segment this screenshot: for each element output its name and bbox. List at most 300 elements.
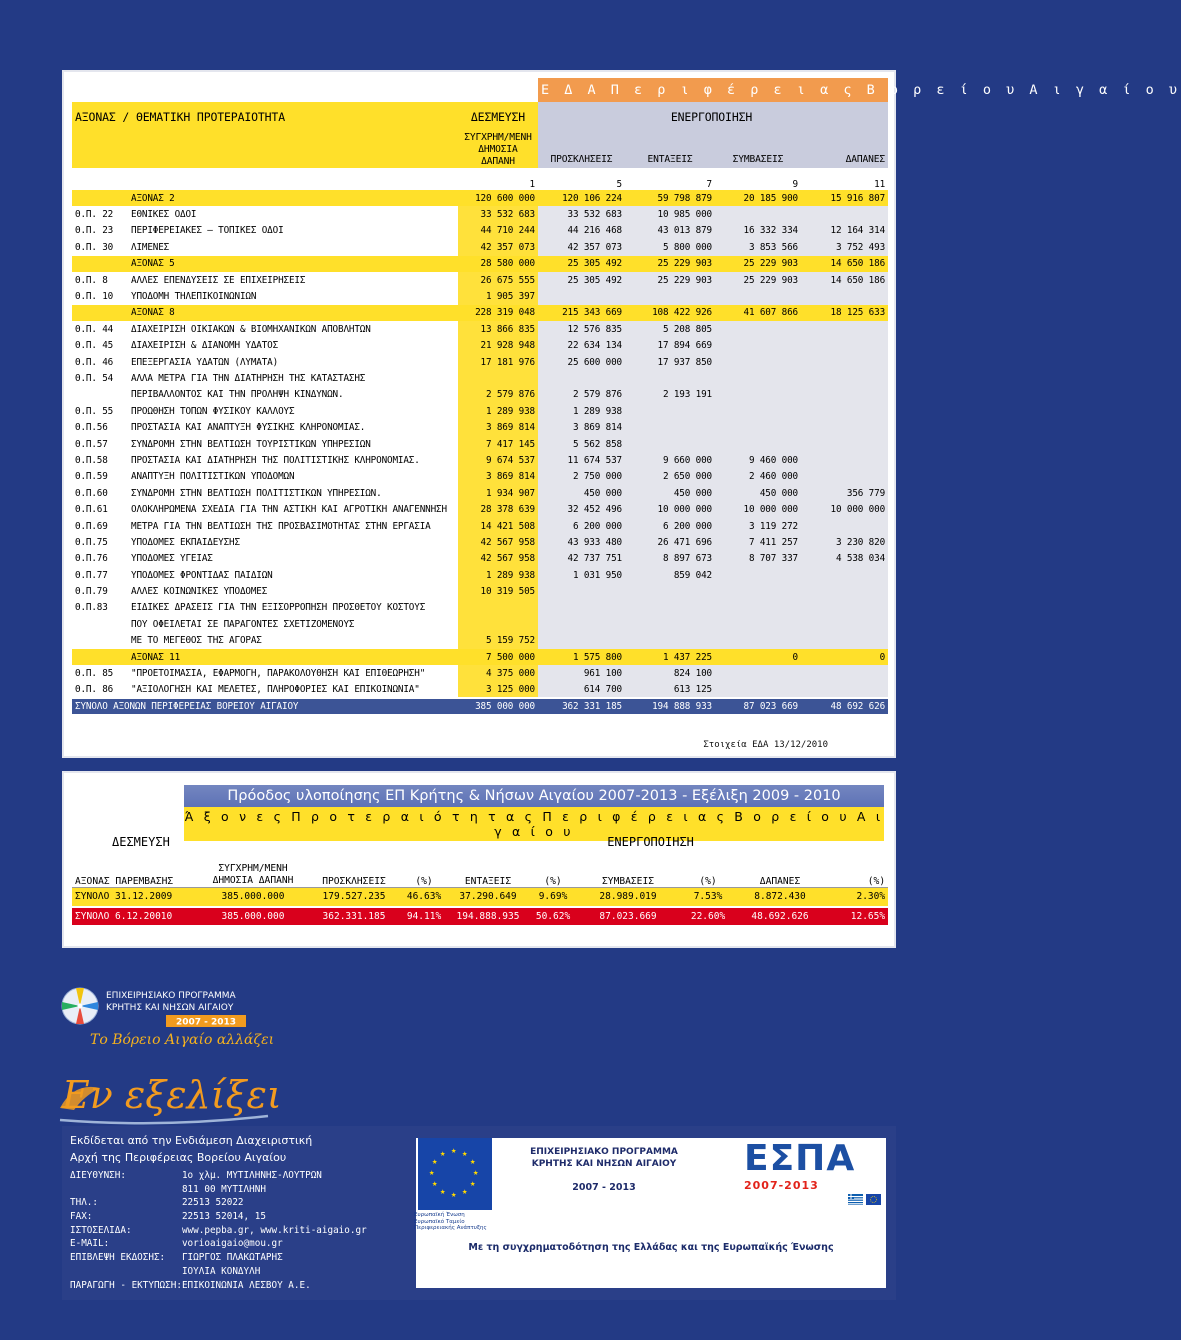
row-code: Θ.Π.60 [75, 487, 108, 499]
cell: 10 985 000 [625, 206, 715, 222]
table-row [72, 501, 888, 517]
cell: 2 650 000 [625, 469, 715, 485]
col-calls: ΠΡΟΣΚΛΗΣΕΙΣ [322, 875, 386, 887]
cell [625, 370, 715, 386]
row-code: Θ.Π. 45 [75, 340, 114, 352]
column-index: 1 [529, 179, 535, 190]
contact-key: E-MAIL: [70, 1238, 110, 1250]
footer [62, 1126, 896, 1300]
cell: 13 866 835 [458, 321, 538, 337]
cell: 1 575 800 [538, 649, 625, 665]
cell: 8 707 337 [715, 551, 801, 567]
cell: 17 937 850 [625, 354, 715, 370]
cell: 3 125 000 [458, 682, 538, 698]
row-code: Θ.Π.59 [75, 471, 108, 483]
cell: 59 798 879 [625, 190, 715, 206]
table-row [72, 665, 888, 681]
row-code: Θ.Π.56 [75, 422, 108, 434]
cell: 25 600 000 [538, 354, 625, 370]
axis-row [72, 649, 888, 665]
contact-row [70, 1238, 367, 1252]
cell: 43 013 879 [625, 223, 715, 239]
activation-label: ΕΝΕΡΓΟΠΟΙΗΣΗ [607, 835, 694, 849]
cell: 4 538 034 [801, 551, 888, 567]
row-label: ΟΛΟΚΛΗΡΩΜΕΝΑ ΣΧΕΔΙΑ ΓΙΑ ΤΗΝ ΑΣΤΙΚΗ ΚΑΙ ΑΓΡΟΤΙΚΗ ΑΝΑΓΕΝΝΗΣΗ [131, 504, 447, 516]
windmill-icon [62, 988, 98, 1024]
program-years: 2007 - 2013 [572, 1182, 636, 1193]
cell [801, 567, 888, 583]
row-code [72, 633, 128, 649]
col-public-expense: ΣΥΓΧΡΗΜ/ΜΕΝΗ ΔΗΜΟΣΙΑ ΔΑΠΑΝΗ [212, 862, 294, 886]
row-label: ΑΛΛΕΣ ΕΠΕΝΔΥΣΕΙΣ ΣΕ ΕΠΙΧΕΙΡΗΣΕΙΣ [131, 274, 306, 286]
col-axis: ΑΞΟΝΑΣ ΠΑΡΕΜΒΑΣΗΣ [75, 875, 174, 887]
cell: 385.000.000 [200, 907, 306, 925]
cell: 9 460 000 [715, 452, 801, 468]
cell [715, 387, 801, 403]
total-row [72, 698, 888, 714]
cell: 42 737 751 [538, 551, 625, 567]
contact-row [70, 1280, 367, 1294]
table-row [72, 239, 888, 255]
row-code: Θ.Π. 44 [75, 323, 114, 335]
col-inclusions: ΕΝΤΑΞΕΙΣ [464, 875, 512, 887]
cell [538, 633, 625, 649]
program-line2: ΚΡΗΤΗΣ ΚΑΙ ΝΗΣΩΝ ΑΙΓΑΙΟΥ [106, 1003, 234, 1013]
cell [625, 583, 715, 599]
table-row [72, 370, 888, 386]
contact-value: ΙΟΥΛΙΑ ΚΟΝΔΥΛΗ [181, 1265, 261, 1277]
row-label: ΕΠΕΞΕΡΓΑΣΙΑ ΥΔΑΤΩΝ (ΛΥΜΑΤΑ) [131, 356, 279, 368]
axis-row [72, 190, 888, 206]
row-code [72, 649, 128, 665]
row-label: ΣΥΝΟΛΟ 6.12.20010 [72, 907, 200, 925]
axis-row [72, 256, 888, 272]
table-row [72, 223, 888, 239]
cell: 5 208 805 [625, 321, 715, 337]
eda-title: Ε Δ Α Π ε ρ ι φ έ ρ ε ι α ς Β ο ρ ε ί ο υ Α ι γ α ί ο υ [538, 78, 888, 102]
cell [715, 665, 801, 681]
progress-title: Πρόοδος υλοποίησης ΕΠ Κρήτης & Νήσων Αιγαίου 2007-2013 - Εξέλιξη 2009 - 2010 [184, 785, 884, 807]
cell: 0 [801, 649, 888, 665]
row-label: ΑΞΟΝΑΣ 8 [128, 305, 458, 321]
program-text: ΕΠΙΧΕΙΡΗΣΙΑΚΟ ΠΡΟΓΡΑΜΜΑ ΚΡΗΤΗΣ ΚΑΙ ΝΗΣΩΝ ΑΙΓΑΙΟΥ [530, 1147, 678, 1169]
cell [538, 583, 625, 599]
row-code: Θ.Π. 8 [75, 274, 108, 286]
cell [801, 387, 888, 403]
cell: 32 452 496 [538, 501, 625, 517]
row-code: Θ.Π. 46 [75, 356, 114, 368]
contact-key: FAX: [70, 1211, 93, 1223]
row-code [72, 305, 128, 321]
table-row [72, 321, 888, 337]
cell: 18 125 633 [801, 305, 888, 321]
cell: 228 319 048 [458, 305, 538, 321]
cell: 17 894 669 [625, 338, 715, 354]
table-row [72, 551, 888, 567]
cell: 8 897 673 [625, 551, 715, 567]
contact-row [70, 1252, 367, 1266]
row-label: ΜΕ ΤΟ ΜΕΓΕΘΟΣ ΤΗΣ ΑΓΟΡΑΣ [131, 635, 262, 647]
row-code: Θ.Π.76 [75, 553, 108, 565]
cell: 120 106 224 [538, 190, 625, 206]
star-icon: ★ [470, 1179, 476, 1189]
cell [715, 436, 801, 452]
cell [625, 600, 715, 616]
col-pct: (%) [415, 875, 433, 887]
flags-icon [848, 1194, 882, 1206]
row-label: ΑΞΟΝΑΣ 5 [128, 256, 458, 272]
cell: 3 869 814 [538, 419, 625, 435]
cell: 1 934 907 [458, 485, 538, 501]
cell [625, 403, 715, 419]
row-label: ΑΛΛΑ ΜΕΤΡΑ ΓΙΑ ΤΗΝ ΔΙΑΤΗΡΗΣΗ ΤΗΣ ΚΑΤΑΣΤΑΣΗΣ [131, 372, 366, 384]
cell [801, 370, 888, 386]
cell: 26 471 696 [625, 534, 715, 550]
table-row [72, 206, 888, 222]
cell: 50.62% [530, 907, 576, 925]
contact-row [70, 1170, 367, 1184]
column-index: 5 [616, 179, 622, 190]
cell: 10 000 000 [801, 501, 888, 517]
table-row [72, 682, 888, 698]
cell: 42 357 073 [458, 239, 538, 255]
row-code: Θ.Π. 85 [75, 668, 114, 680]
contact-value: ΓΙΩΡΓΟΣ ΠΛΑΚΩΤΑΡΗΣ [181, 1252, 283, 1264]
table-row [72, 403, 888, 419]
cell [801, 403, 888, 419]
cell: 42 567 958 [458, 551, 538, 567]
star-icon: ★ [440, 1148, 446, 1159]
total-cell: 385 000 000 [458, 698, 538, 714]
cell: 385.000.000 [200, 887, 306, 907]
contact-row [70, 1225, 367, 1239]
row-code: Θ.Π.58 [75, 454, 108, 466]
contact-key: ΔΙΕΥΘΥΝΣΗ: [70, 1170, 126, 1181]
row-code: Θ.Π.61 [75, 504, 108, 516]
cell [625, 436, 715, 452]
row-code [72, 256, 128, 272]
row-label: ΠΡΟΣΤΑΣΙΑ ΚΑΙ ΑΝΑΠΤΥΞΗ ΦΥΣΙΚΗΣ ΚΛΗΡΟΝΟΜΙΑΣ. [131, 422, 366, 434]
cell: 3 119 272 [715, 518, 801, 534]
row-code: Θ.Π. 86 [75, 683, 114, 695]
eu-label: Ευρωπαϊκή Ένωση Ευρωπαϊκό Ταμείο Περιφερειακής Ανάπτυξης [414, 1212, 487, 1231]
cell: 12 164 314 [801, 223, 888, 239]
cell: 14 650 186 [801, 256, 888, 272]
cell: 961 100 [538, 665, 625, 681]
cell [715, 370, 801, 386]
row-label: ΠΕΡΙΒΑΛΛΟΝΤΟΣ ΚΑΙ ΤΗΝ ΠΡΟΛΗΨΗ ΚΙΝΔΥΝΩΝ. [131, 389, 344, 401]
cell: 4 375 000 [458, 665, 538, 681]
cell [538, 616, 625, 632]
publisher-info [70, 1132, 367, 1293]
row-label: ΕΙΔΙΚΕΣ ΔΡΑΣΕΙΣ ΓΙΑ ΤΗΝ ΕΞΙΣΟΡΡΟΠΗΣΗ ΠΡΟΣΘΕΤΟΥ ΚΟΣΤΟΥΣ [131, 602, 426, 614]
star-icon: ★ [431, 1179, 438, 1189]
contact-value: 1ο χλμ. ΜΥΤΙΛΗΝΗΣ-ΛΟΥΤΡΩΝ [181, 1170, 322, 1181]
contact-value: 22513 52022 [181, 1197, 244, 1209]
cell [715, 354, 801, 370]
cell [538, 600, 625, 616]
row-label: ΑΞΟΝΑΣ 2 [128, 190, 458, 206]
contact-key: ΠΑΡΑΓΩΓΗ - ΕΚΤΥΠΩΣΗ: [70, 1279, 182, 1291]
cell [625, 616, 715, 632]
star-icon: ★ [431, 1157, 438, 1167]
cell [801, 419, 888, 435]
cell: 22 634 134 [538, 338, 625, 354]
cell: 16 332 334 [715, 223, 801, 239]
cell: 44 710 244 [458, 223, 538, 239]
cell: 9 660 000 [625, 452, 715, 468]
star-icon: ★ [429, 1168, 435, 1178]
cell [625, 288, 715, 304]
column-index: 11 [874, 179, 886, 190]
cell: 1 905 397 [458, 288, 538, 304]
cell: 3 230 820 [801, 534, 888, 550]
public-expense-header: ΣΥΓΧΡΗΜ/ΜΕΝΗ ΔΗΜΟΣΙΑ ΔΑΠΑΝΗ [458, 131, 538, 168]
cell: 1 289 938 [458, 403, 538, 419]
cell: 28.989.019 [576, 887, 680, 907]
cell: 14 650 186 [801, 272, 888, 288]
cell: 37.290.649 [446, 887, 530, 907]
cell [801, 518, 888, 534]
cell: 859 042 [625, 567, 715, 583]
row-label: ΥΠΟΔΟΜΕΣ ΕΚΠΑΙΔΕΥΣΗΣ [131, 536, 240, 548]
cell [801, 206, 888, 222]
table-row [72, 887, 888, 907]
cell: 22.60% [680, 907, 736, 925]
cell: 108 422 926 [625, 305, 715, 321]
row-label: ΑΞΟΝΑΣ 11 [128, 649, 458, 665]
row-code: Θ.Π. 55 [75, 405, 114, 417]
row-label: ΜΕΤΡΑ ΓΙΑ ΤΗΝ ΒΕΛΤΙΩΣΗ ΤΗΣ ΠΡΟΣΒΑΣΙΜΟΤΗΤΑΣ ΣΤΗΝ ΕΡΓΑΣΙΑ [131, 520, 431, 532]
cell [715, 321, 801, 337]
cell [715, 206, 801, 222]
cell: 6 200 000 [538, 518, 625, 534]
row-label: ΕΘΝΙΚΕΣ ΟΔΟΙ [131, 209, 197, 221]
cell [715, 682, 801, 698]
cell: 5 159 752 [458, 633, 538, 649]
row-label: ΣΥΝΔΡΟΜΗ ΣΤΗΝ ΒΕΛΤΙΩΣΗ ΠΟΛΙΤΙΣΤΙΚΩΝ ΥΠΗΡΕΣΙΩΝ. [131, 487, 382, 499]
cell: 450 000 [625, 485, 715, 501]
cell: 1 031 950 [538, 567, 625, 583]
contact-row [70, 1211, 367, 1225]
row-label: ΔΙΑΧΕΙΡΙΣΗ & ΔΙΑΝΟΜΗ ΥΔΑΤΟΣ [131, 340, 279, 352]
row-label: ΥΠΟΔΟΜΕΣ ΥΓΕΙΑΣ [131, 553, 213, 565]
contact-row [70, 1197, 367, 1211]
cell: 44 216 468 [538, 223, 625, 239]
cell: 14 421 508 [458, 518, 538, 534]
cell: 2 579 876 [538, 387, 625, 403]
contact-key: ΙΣΤΟΣΕΛΙΔΑ: [70, 1224, 132, 1236]
cell: 10 000 000 [625, 501, 715, 517]
cell [801, 682, 888, 698]
row-label: ΛΙΜΕΝΕΣ [131, 241, 170, 253]
table-row [72, 288, 888, 304]
table-row [72, 600, 888, 616]
total-cell: 362 331 185 [538, 698, 625, 714]
col-contracts: ΣΥΜΒΑΣΕΙΣ [602, 875, 654, 887]
row-code [72, 616, 128, 632]
cell: 25 305 492 [538, 256, 625, 272]
cell: 7 500 000 [458, 649, 538, 665]
row-code: Θ.Π. 54 [75, 372, 114, 384]
cell: 33 532 683 [538, 206, 625, 222]
star-icon: ★ [440, 1187, 446, 1198]
cell [715, 419, 801, 435]
cell: 614 700 [538, 682, 625, 698]
table-row [72, 633, 888, 649]
table-row [72, 518, 888, 534]
table-row [72, 534, 888, 550]
row-label: ΥΠΟΔΟΜΕΣ ΦΡΟΝΤΙΔΑΣ ΠΑΙΔΙΩΝ [131, 569, 273, 581]
cell [801, 288, 888, 304]
contact-value: 811 00 ΜΥΤΙΛΗΝΗ [181, 1183, 266, 1195]
cell [801, 583, 888, 599]
cell: 48.692.626 [736, 907, 824, 925]
espa-logo [744, 1138, 874, 1218]
cell [801, 354, 888, 370]
table-row [72, 272, 888, 288]
cell: 1 437 225 [625, 649, 715, 665]
contact-row [70, 1184, 367, 1198]
issued-line1: Εκδίδεται από την Ενδιάμεση Διαχειριστική [70, 1134, 313, 1147]
star-icon: ★ [451, 1146, 457, 1156]
star-icon: ★ [462, 1187, 468, 1198]
total-cell: 48 692 626 [801, 698, 888, 714]
col-expenses: ΔΑΠΑΝΕΣ [759, 875, 801, 887]
cell [458, 370, 538, 386]
contact-table [70, 1170, 367, 1293]
cell: 2 579 876 [458, 387, 538, 403]
cell: 179.527.235 [306, 887, 402, 907]
row-label: ΑΛΛΕΣ ΚΟΙΝΩΝΙΚΕΣ ΥΠΟΔΟΜΕΣ [131, 586, 268, 598]
total-cell: 194 888 933 [625, 698, 715, 714]
table-row [72, 452, 888, 468]
table-row [72, 469, 888, 485]
total-cell: 87 023 669 [715, 698, 801, 714]
program-line1: ΕΠΙΧΕΙΡΗΣΙΑΚΟ ΠΡΟΓΡΑΜΜΑ [106, 991, 236, 1001]
cell [715, 288, 801, 304]
contact-key: ΤΗΛ.: [70, 1197, 98, 1209]
row-label: ΔΙΑΧΕΙΡΙΣΗ ΟΙΚΙΑΚΩΝ & ΒΙΟΜΗΧΑΝΙΚΩΝ ΑΠΟΒΛΗΤΩΝ [131, 323, 371, 335]
table-row [72, 616, 888, 632]
row-code: Θ.Π. 23 [75, 225, 114, 237]
row-label: ΣΥΝΔΡΟΜΗ ΣΤΗΝ ΒΕΛΤΙΩΣΗ ΤΟΥΡΙΣΤΙΚΩΝ ΥΠΗΡΕΣΙΩΝ [131, 438, 371, 450]
cell: 613 125 [625, 682, 715, 698]
cell: 46.63% [402, 887, 446, 907]
commitment-header: ΔΕΣΜΕΥΣΗ [458, 102, 538, 131]
calls-header: ΠΡΟΣΚΛΗΣΕΙΣ [538, 131, 625, 168]
cell: 3 869 814 [458, 419, 538, 435]
cell: 41 607 866 [715, 305, 801, 321]
espa-years: 2007-2013 [744, 1179, 819, 1192]
row-code [72, 190, 128, 206]
col-pct: (%) [544, 875, 562, 887]
cell: 2 460 000 [715, 469, 801, 485]
cell [625, 419, 715, 435]
row-label: ΑΝΑΠΤΥΞΗ ΠΟΛΙΤΙΣΤΙΚΩΝ ΥΠΟΔΟΜΩΝ [131, 471, 295, 483]
contact-key: ΕΠΙΒΛΕΨΗ ΕΚΔΟΣΗΣ: [70, 1252, 166, 1264]
row-label: ΥΠΟΔΟΜΗ ΤΗΛΕΠΙΚΟΙΝΩΝΙΩΝ [131, 291, 257, 303]
cell: 12 576 835 [538, 321, 625, 337]
row-label: "ΑΞΙΟΛΟΓΗΣΗ ΚΑΙ ΜΕΛΕΤΕΣ, ΠΛΗΡΟΦΟΡΙΕΣ ΚΑΙ ΕΠΙΚΟΙΝΩΝΙΑ" [131, 683, 420, 695]
cell [801, 600, 888, 616]
contact-key [70, 1184, 182, 1198]
row-label: ΠΡΟΩΘΗΣΗ ΤΟΠΩΝ ΦΥΣΙΚΟΥ ΚΑΛΛΟΥΣ [131, 405, 295, 417]
star-icon: ★ [473, 1168, 479, 1178]
cell [458, 616, 538, 632]
col-pct: (%) [867, 875, 886, 887]
cell: 15 916 807 [801, 190, 888, 206]
expenses-header: ΔΑΠΑΝΕΣ [801, 131, 888, 168]
cell: 215 343 669 [538, 305, 625, 321]
source-note: Στοιχεία ΕΔΑ 13/12/2010 [703, 740, 828, 750]
table-row [72, 387, 888, 403]
row-code: Θ.Π.69 [75, 520, 108, 532]
row-label: ΣΥΝΟΛΟ 31.12.2009 [72, 887, 200, 907]
contact-value: www.pepba.gr, www.kriti-aigaio.gr [181, 1224, 367, 1236]
cell: 25 229 903 [625, 256, 715, 272]
activation-header: ΕΝΕΡΓΟΠΟΙΗΣΗ [538, 102, 888, 131]
cell: 6 200 000 [625, 518, 715, 534]
contact-value: vorioaigaio@mou.gr [181, 1238, 283, 1250]
cell: 28 580 000 [458, 256, 538, 272]
newsletter-title: Εν εξελίξει [62, 1073, 282, 1117]
cell [715, 338, 801, 354]
total-label: ΣΥΝΟΛΟ ΑΞΟΝΩΝ ΠΕΡΙΦΕΡΕΙΑΣ ΒΟΡΕΙΟΥ ΑΙΓΑΙΟΥ [72, 698, 458, 714]
cell [715, 616, 801, 632]
cell: 9 674 537 [458, 452, 538, 468]
row-code: Θ.Π.83 [75, 602, 108, 614]
cofunding-note: Με τη συγχρηματοδότηση της Ελλάδας και της Ευρωπαϊκής Ένωσης [468, 1242, 834, 1253]
cell: 1 289 938 [458, 567, 538, 583]
contact-value: 22513 52014, 15 [181, 1211, 266, 1223]
cell: 42 567 958 [458, 534, 538, 550]
cell [538, 288, 625, 304]
cell: 3 752 493 [801, 239, 888, 255]
col-pct: (%) [699, 875, 717, 887]
table-row [72, 907, 888, 925]
table-row [72, 354, 888, 370]
cell [715, 633, 801, 649]
cell: 20 185 900 [715, 190, 801, 206]
table-row [72, 583, 888, 599]
progress-subtitle: Ά ξ ο ν ε ς Π ρ ο τ ε ρ α ι ό τ η τ α ς Π ε ρ ι φ έ ρ ε ι α ς Β ο ρ ε ί ο υ Α ι γ α ί ο υ [184, 809, 884, 839]
cell: 356 779 [801, 485, 888, 501]
eda-table [72, 78, 1181, 714]
cell: 450 000 [715, 485, 801, 501]
cell [538, 370, 625, 386]
axis-row [72, 305, 888, 321]
cell [715, 403, 801, 419]
column-index: 9 [792, 179, 798, 190]
cell: 824 100 [625, 665, 715, 681]
contracts-header: ΣΥΜΒΑΣΕΙΣ [715, 131, 801, 168]
cell: 94.11% [402, 907, 446, 925]
espa-text: ΕΣΠΑ [744, 1138, 856, 1179]
cell [801, 321, 888, 337]
cell [801, 633, 888, 649]
row-label: "ΠΡΟΕΤΟΙΜΑΣΙΑ, ΕΦΑΡΜΟΓΗ, ΠΑΡΑΚΟΛΟΥΘΗΣΗ ΚΑΙ ΕΠΙΘΕΩΡΗΣΗ" [131, 668, 426, 680]
cell: 43 933 480 [538, 534, 625, 550]
slogan: Το Βόρειο Αιγαίο αλλάζει [90, 1032, 275, 1048]
axis-header: ΑΞΟΝΑΣ / ΘΕΜΑΤΙΚΗ ΠΡΟΤΕΡΑΙΟΤΗΤΑ [72, 102, 458, 131]
cell [801, 616, 888, 632]
cell: 120 600 000 [458, 190, 538, 206]
star-icon: ★ [470, 1157, 476, 1167]
cell: 42 357 073 [538, 239, 625, 255]
cell: 26 675 555 [458, 272, 538, 288]
cell: 10 319 505 [458, 583, 538, 599]
